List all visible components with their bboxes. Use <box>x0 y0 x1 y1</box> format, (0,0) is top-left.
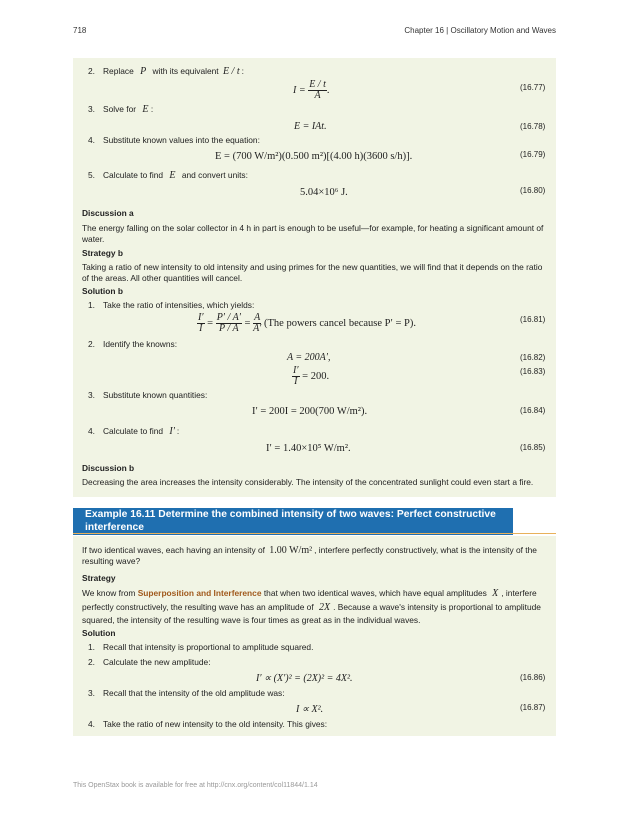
strategy-text: We know from Superposition and Interference that when two identical waves, which have equal amplitudes X , interfere perfectly constructively, the resulting wave has an amplitude of 2X . Because a wave's intensity is proportional to amplitude squared, the intensity of the resulting wave is four times as great as in the individual waves. <box>82 588 541 625</box>
solution-heading: Solution <box>82 628 116 638</box>
chapter-title: Chapter 16 | Oscillatory Motion and Waves <box>404 26 556 35</box>
discussion-b-heading: Discussion b <box>82 463 135 473</box>
step-text: Take the ratio of intensities, which yields: <box>103 300 255 310</box>
step-text: Recall that intensity is proportional to amplitude squared. <box>103 642 314 652</box>
step-text: Substitute known values into the equation: <box>103 135 260 145</box>
equation-16-81: $\frac{I'}{I}$ = $\frac{P' / A'}{P / A}$ = $\frac{A}{A'}$ (The powers cancel because P′ = P). <box>198 312 416 334</box>
equation-label: (16.85) <box>520 443 546 452</box>
equation-label: (16.81) <box>520 315 546 324</box>
step-text: Substitute known quantities: <box>103 390 208 400</box>
equation-16-77: I = $\frac{E / t}{A}$ . <box>293 79 330 101</box>
example-title: Example 16.11 Determine the combined intensity of two waves: Perfect constructive interference <box>73 508 513 535</box>
step-text: Calculate to find I′ : <box>103 426 180 437</box>
equation-label: (16.87) <box>520 703 546 712</box>
strategy-b-heading: Strategy b <box>82 248 123 258</box>
step-text: Replace P with its equivalent E / t : <box>103 66 244 77</box>
footer-text: This OpenStax book is available for free at http://cnx.org/content/col11844/1.14 <box>73 782 318 789</box>
equation-label: (16.80) <box>520 186 546 195</box>
example-divider <box>73 533 556 534</box>
discussion-a-heading: Discussion a <box>82 208 134 218</box>
equation-16-79: E = (700 W/m²)(0.500 m²)[(4.00 h)(3600 s/h)]. <box>215 151 413 162</box>
strategy-b-text: Taking a ratio of new intensity to old intensity and using primes for the new quantities, we will find that it depends on the ratio of the areas. All other quantities will cancel. <box>82 262 543 283</box>
step-number: 5. <box>88 170 95 180</box>
equation-label: (16.78) <box>520 122 546 131</box>
equation-label: (16.77) <box>520 83 546 92</box>
discussion-b-text: Decreasing the area increases the intensity considerably. The intensity of the concentrated sunlight could even start a fire. <box>82 477 534 487</box>
step-number: 2. <box>88 66 95 76</box>
step-text: Solve for E : <box>103 104 154 115</box>
equation-16-80: 5.04×10⁶ J. <box>300 187 348 198</box>
equation-16-86: I′ ∝ (X′)² = (2X)² = 4X². <box>256 673 353 684</box>
step-number: 1. <box>88 642 95 652</box>
step-number: 4. <box>88 719 95 729</box>
step-number: 1. <box>88 300 95 310</box>
discussion-a-text: The energy falling on the solar collector in 4 h in part is enough to be useful—for example, for heating a significant amount of water. <box>82 223 544 244</box>
strategy-heading: Strategy <box>82 573 116 583</box>
equation-label: (16.83) <box>520 367 546 376</box>
equation-label: (16.86) <box>520 673 546 682</box>
equation-label: (16.79) <box>520 150 546 159</box>
step-number: 2. <box>88 339 95 349</box>
step-number: 2. <box>88 657 95 667</box>
equation-16-82: A = 200A′, <box>287 352 331 363</box>
step-text: Take the ratio of new intensity to the old intensity. This gives: <box>103 719 328 729</box>
step-text: Recall that the intensity of the old amplitude was: <box>103 688 285 698</box>
step-number: 4. <box>88 426 95 436</box>
equation-label: (16.84) <box>520 406 546 415</box>
step-number: 4. <box>88 135 95 145</box>
step-number: 3. <box>88 390 95 400</box>
step-number: 3. <box>88 104 95 114</box>
equation-16-83: $\frac{I'}{I}$ = 200. <box>293 365 330 387</box>
step-text: Identify the knowns: <box>103 339 178 349</box>
example-intro: If two identical waves, each having an intensity of 1.00 W/m² , interfere perfectly constructively, what is the intensity of the resulting wave? <box>82 545 537 566</box>
superposition-link[interactable]: Superposition and Interference <box>137 588 262 598</box>
equation-16-87: I ∝ X². <box>296 704 324 715</box>
equation-16-78: E = IAt. <box>294 121 327 132</box>
step-text: Calculate to find E and convert units: <box>103 170 248 181</box>
page-number: 718 <box>73 26 87 35</box>
step-text: Calculate the new amplitude: <box>103 657 211 667</box>
equation-label: (16.82) <box>520 353 546 362</box>
equation-16-85: I′ = 1.40×10⁵ W/m². <box>266 443 351 454</box>
equation-16-84: I′ = 200I = 200(700 W/m²). <box>252 406 368 417</box>
step-number: 3. <box>88 688 95 698</box>
solution-b-heading: Solution b <box>82 286 123 296</box>
